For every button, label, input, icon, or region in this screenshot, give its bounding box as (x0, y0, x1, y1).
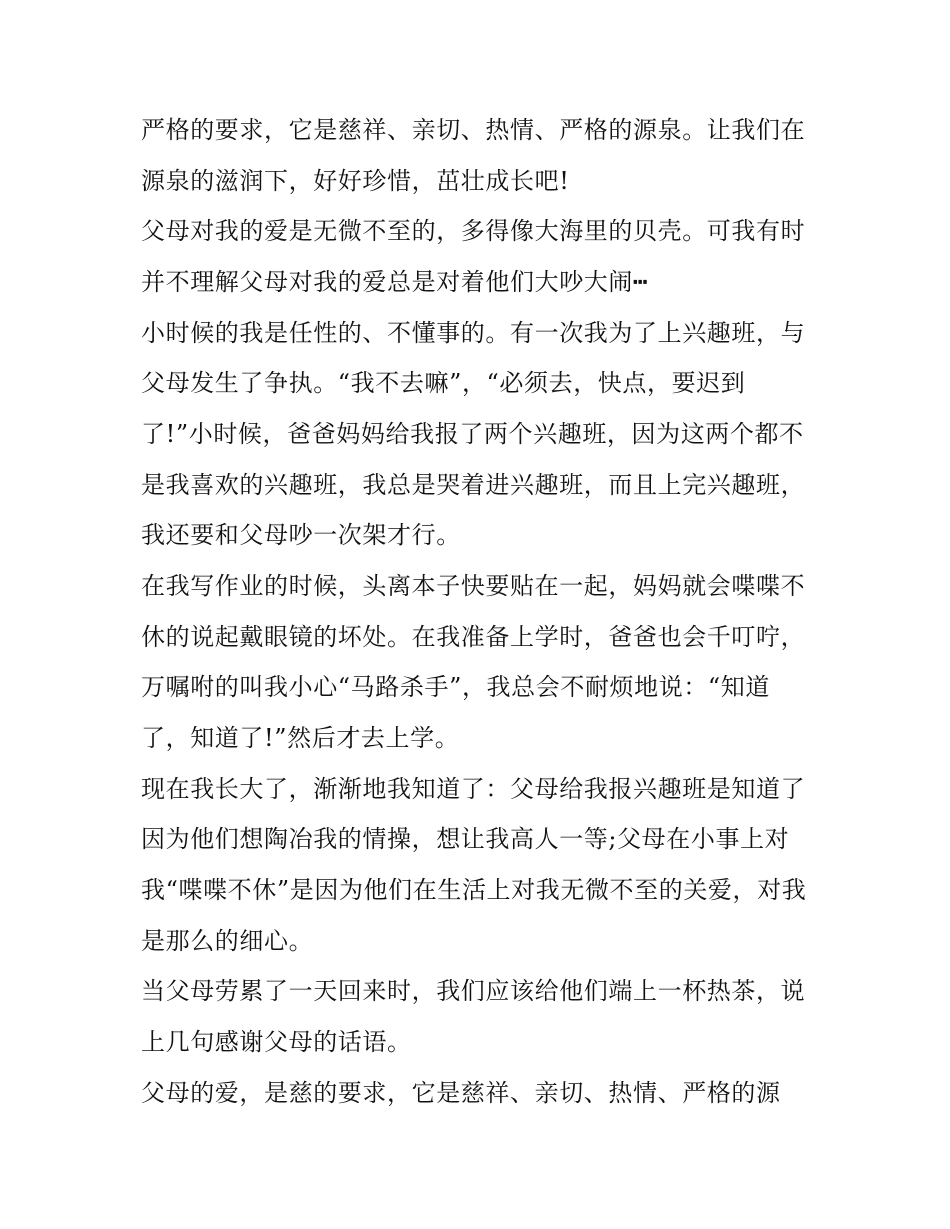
text-line: 是我喜欢的兴趣班，我总是哭着进兴趣班，而且上完兴趣班， (141, 471, 806, 499)
text-line: 当父母劳累了一天回来时，我们应该给他们端上一杯热茶，说 (141, 977, 806, 1005)
text-line: 严格的要求，它是慈祥、亲切、热情、严格的源泉。让我们在 (141, 116, 806, 144)
text-line: 并不理解父母对我的爱总是对着他们大吵大闹┅ (141, 268, 649, 296)
text-line: 父母发生了争执。“我不去嘛”，“必须去，快点，要迟到 (141, 369, 746, 397)
text-line: 上几句感谢父母的话语。 (141, 1028, 412, 1056)
text-line: 现在我长大了，渐渐地我知道了：父母给我报兴趣班是知道了 (141, 775, 806, 803)
text-line: 因为他们想陶冶我的情操，想让我高人一等;父母在小事上对 (141, 825, 790, 853)
text-line: 我还要和父母吵一次架才行。 (141, 521, 461, 549)
text-line: 我“喋喋不休”是因为他们在生活上对我无微不至的关爱，对我 (141, 876, 807, 904)
text-line: 休的说起戴眼镜的坏处。在我准备上学时，爸爸也会千叮咛， (141, 623, 806, 651)
text-line: 是那么的细心。 (141, 927, 314, 955)
text-line: 源泉的滋润下，好好珍惜，茁壮成长吧! (141, 167, 570, 195)
text-line: 小时候的我是任性的、不懂事的。有一次我为了上兴趣班，与 (141, 319, 806, 347)
text-line: 父母对我的爱是无微不至的，多得像大海里的贝壳。可我有时 (141, 217, 806, 245)
text-line: 了，知道了!”然后才去上学。 (141, 724, 460, 752)
text-line: 在我写作业的时候，头离本子快要贴在一起，妈妈就会喋喋不 (141, 572, 806, 600)
text-line: 了!”小时候，爸爸妈妈给我报了两个兴趣班，因为这两个都不 (141, 420, 804, 448)
text-line: 父母的爱，是慈的要求，它是慈祥、亲切、热情、严格的源 (141, 1079, 781, 1107)
text-line: 万嘱咐的叫我小心“马路杀手”，我总会不耐烦地说：“知道 (141, 673, 771, 701)
